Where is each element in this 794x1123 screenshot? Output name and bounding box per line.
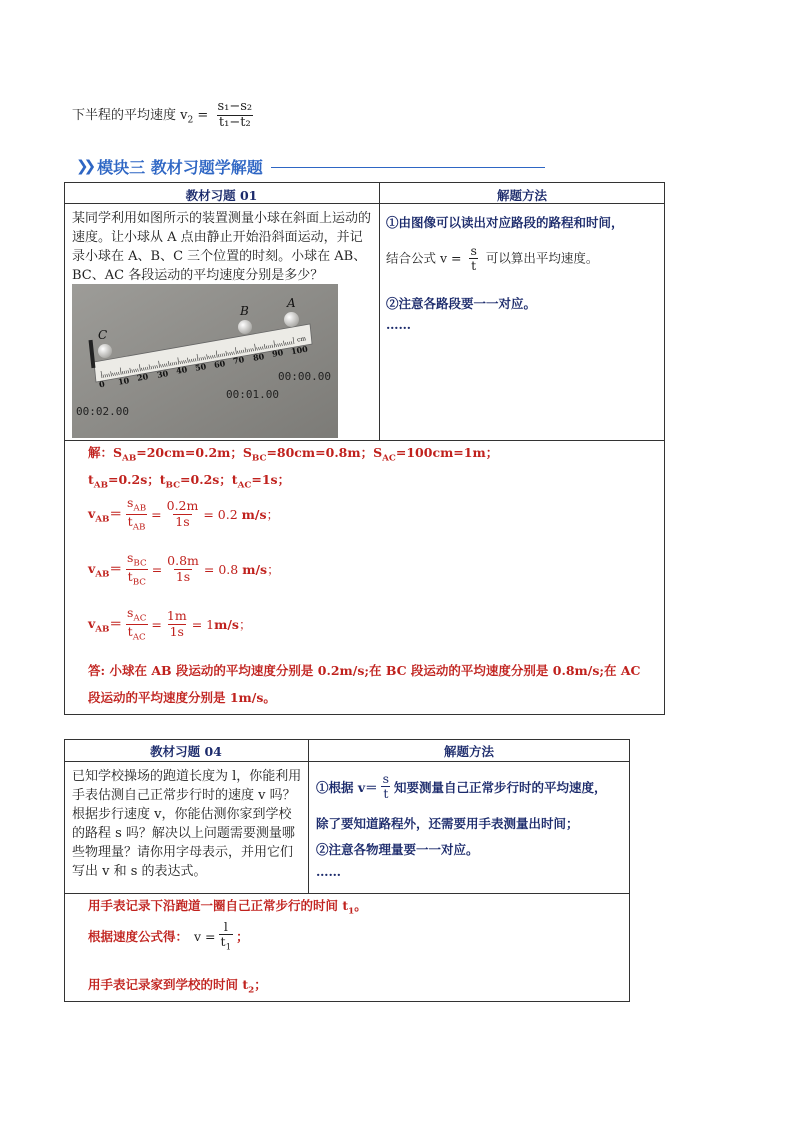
velocity-ac-den2: 1s	[169, 623, 184, 639]
velocity-ab-value-fraction	[165, 499, 201, 529]
module-header	[76, 153, 545, 179]
ruler-tick-label: 90	[271, 347, 284, 360]
velocity-bc-num: $s_{BC}$	[126, 550, 147, 569]
velocity-ab-label: $v_{AB}=$	[88, 505, 122, 525]
label-b: B	[240, 304, 249, 318]
ruler-tick-label: 40	[175, 364, 188, 377]
top-formula-sub: 2	[187, 115, 194, 126]
ruler-tick-label: 20	[136, 371, 150, 384]
ruler-unit: cm	[296, 335, 307, 344]
exercise2-solution-line2	[88, 920, 249, 953]
ruler-tick-label: 100	[290, 343, 309, 357]
exercise2-solution-prefix: 根据速度公式得：	[88, 929, 189, 945]
exercise1-method-num: s	[470, 243, 477, 258]
exercise1-question: 某同学利用如图所示的装置测量小球在斜面上运动的速度。让小球从 A 点由静止开始沿斜面运动，并记录小球在 A、B、C 三个位置的时刻。小球在 AB、BC、AC 各段运动的平均速度分别是多少？	[72, 211, 372, 283]
exercise1-solution-line1: 解：$S_{AB}=20cm=0.2m$；$S_{BC}=80cm=0.8m$；$S_{AC}=100cm=1m$；	[88, 445, 499, 464]
exercise2-method-den: t	[383, 786, 389, 802]
top-formula-text: 下半程的平均速度 v	[72, 107, 188, 123]
velocity-ac-value-fraction	[165, 609, 189, 639]
exercise2-method-title: 解题方法	[443, 744, 494, 759]
exercise2-solution-den: $t_1$	[220, 934, 232, 953]
exercise2-method-line4: ……	[316, 864, 341, 879]
label-c: C	[98, 328, 108, 342]
exercise1-solution-line2: $t_{AB}=0.2s$；$t_{BC}=0.2s$；$t_{AC}=1s$；	[88, 472, 291, 491]
timer-b: 00:01.00	[226, 388, 279, 401]
exercise2-method-line2: 除了要知道路程外，还需要用手表测量出时间；	[316, 816, 579, 831]
ruler-tick-label: 0	[98, 378, 106, 390]
exercise1-method-line2	[386, 244, 598, 274]
exercise2-column-divider	[308, 739, 309, 893]
velocity-ab-den2: 1s	[175, 513, 190, 529]
exercise2-header-divider	[64, 761, 630, 762]
exercise1-method-line4: ……	[386, 317, 411, 332]
top-formula	[72, 100, 257, 131]
exercise2-question: 已知学校操场的跑道长度为 l，你能利用手表估测自己正常步行时的速度 v 吗？根据步行速度 v，你能估测你家到学校的路程 s 吗？解决以上问题需要测量哪些物理量？请你用字母表示，并用它们写出 v 和 s 的表达式。	[72, 769, 302, 879]
exercise1-velocity-ab	[88, 496, 279, 532]
exercise2-method-line3: ②注意各物理量要一一对应。	[316, 842, 479, 857]
module-header-title: 模块三 教材习题学解题	[97, 157, 263, 177]
velocity-ac-eq: =	[151, 616, 162, 632]
ruler-tick-label: 60	[213, 357, 227, 370]
ruler-tick-label: 70	[232, 354, 246, 367]
velocity-ab-result: = 0.2 m/s；	[203, 507, 280, 523]
exercise2-body-divider	[64, 893, 630, 894]
exercise2-title: 教材习题 04	[150, 744, 222, 759]
top-formula-numerator: s₁−s₂	[217, 99, 253, 114]
exercise1-column-divider	[379, 182, 380, 440]
ruler-tick-label: 30	[155, 367, 169, 380]
exercise1-method-den: t	[471, 258, 477, 274]
exercise2-solution-num: l	[223, 919, 228, 934]
exercise2-method-prefix: ①根据 v＝	[316, 779, 378, 795]
velocity-ac-result: = 1m/s；	[191, 617, 252, 633]
velocity-ab-den: $t_{AB}$	[127, 513, 146, 533]
exercise2-method-line1	[316, 772, 607, 802]
exercise1-body-divider	[64, 440, 665, 441]
velocity-ac-fraction	[125, 606, 148, 642]
exercise2-solution-line3: 用手表记录家到学校的时间 $t_2$；	[88, 977, 267, 996]
exercise2-solution-suffix: ；	[236, 929, 249, 945]
exercise2-solution-eq: v =	[194, 928, 216, 944]
double-chevron-icon: ❯❯	[76, 157, 92, 175]
ruler-tick-label: 10	[117, 374, 131, 387]
velocity-bc-label: $v_{AB}=$	[88, 560, 122, 580]
exercise2-method-num: s	[382, 771, 390, 786]
velocity-ab-eq: =	[151, 506, 162, 522]
exercise1-method-line3: ②注意各路段要一一对应。	[386, 296, 537, 311]
velocity-ac-den: $t_{AC}$	[127, 623, 146, 643]
velocity-bc-num2: 0.8m	[167, 553, 199, 569]
exercise1-method-fraction	[468, 244, 478, 274]
exercise1-method-line2-suffix: 可以算出平均速度。	[485, 250, 599, 266]
module-header-rule	[271, 167, 545, 168]
exercise1-answer-line1: 答: 小球在 AB 段运动的平均速度分别是 0.2m/s;在 BC 段运动的平均速度分别是 0.8m/s;在 AC	[88, 663, 641, 678]
velocity-bc-value-fraction	[165, 554, 201, 584]
velocity-ac-num2: 1m	[166, 608, 187, 624]
timer-c: 00:02.00	[76, 405, 129, 418]
exercise1-answer-line2: 段运动的平均速度分别是 1m/s。	[88, 690, 276, 705]
top-formula-eq: =	[197, 107, 209, 123]
label-a: A	[287, 296, 296, 310]
velocity-bc-den2: 1s	[175, 568, 191, 584]
velocity-ab-num: $s_{AB}$	[126, 495, 147, 514]
ruler-tick-label: 50	[194, 361, 207, 373]
velocity-ab-fraction	[125, 496, 148, 532]
exercise2-method-suffix: 知要测量自己正常步行时的平均速度，	[394, 779, 607, 795]
exercise1-method-line1: ①由图像可以读出对应路段的路程和时间，	[386, 215, 624, 230]
exercise2-method-fraction	[381, 772, 391, 802]
incline-experiment-photo	[72, 284, 338, 438]
exercise1-method-title: 解题方法	[496, 188, 547, 203]
velocity-bc-result: = 0.8 m/s；	[203, 562, 280, 578]
top-formula-denominator: t₁−t₂	[218, 114, 251, 130]
ruler-tick-label: 80	[251, 350, 265, 363]
exercise2-solution-line1: 用手表记录下沿跑道一圈自己正常步行的时间 $t_1$。	[88, 898, 367, 917]
velocity-ac-label: $v_{AB}=$	[88, 615, 122, 635]
exercise1-velocity-ac	[88, 606, 251, 642]
velocity-ab-num2: 0.2m	[166, 498, 199, 514]
exercise2-solution-fraction	[219, 920, 234, 953]
exercise1-method-line2-prefix: 结合公式 v =	[386, 250, 462, 266]
exercise1-velocity-bc	[88, 551, 280, 587]
velocity-ac-num: $s_{AC}$	[126, 605, 147, 624]
exercise1-title: 教材习题 01	[185, 188, 258, 203]
timer-a: 00:00.00	[278, 370, 331, 383]
velocity-bc-eq: =	[151, 561, 163, 577]
velocity-bc-den: $t_{BC}$	[127, 568, 146, 588]
velocity-bc-fraction	[125, 551, 149, 587]
top-formula-fraction	[215, 100, 254, 131]
